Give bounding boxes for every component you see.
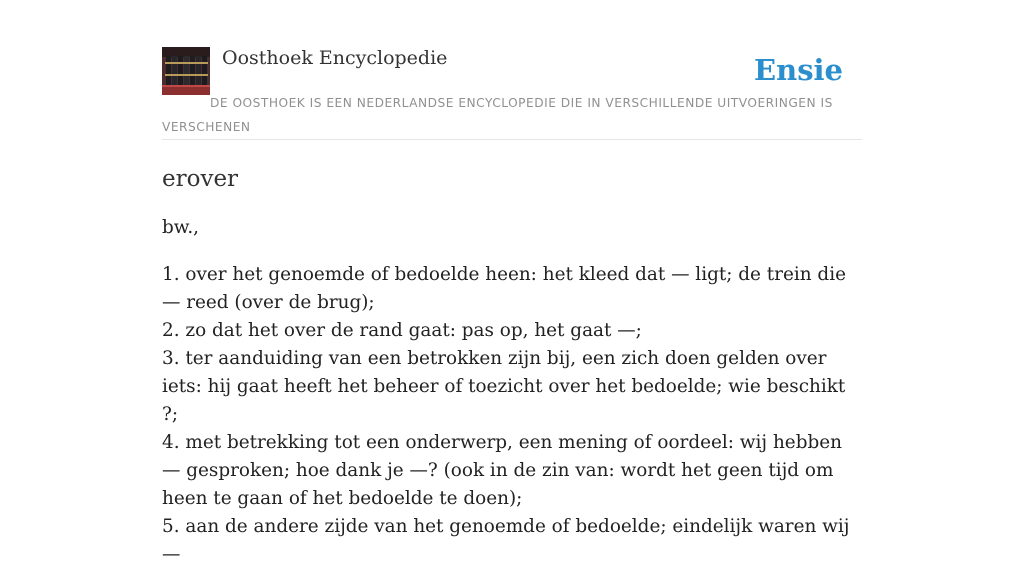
- bookshelf-photo-icon: [162, 47, 210, 95]
- part-of-speech: bw.,: [162, 217, 200, 238]
- site-avatar[interactable]: [162, 47, 210, 95]
- site-name-link[interactable]: Oosthoek Encyclopedie: [222, 47, 448, 69]
- site-tagline: DE OOSTHOEK IS EEN NEDERLANDSE ENCYCLOPEDIE DIE IN VERSCHILLENDE UITVOERINGEN IS VERSCHENEN: [162, 96, 833, 134]
- ensie-brand-link[interactable]: Ensie: [754, 53, 843, 87]
- entry-title: erover: [162, 166, 239, 192]
- page: [162, 0, 862, 569]
- definition-item: 1. over het genoemde of bedoelde heen: het kleed dat — ligt; de trein die — reed (over de brug);: [162, 264, 846, 313]
- definition-item: 3. ter aanduiding van een betrokken zijn bij, een zich doen gelden over iets: hij gaat heeft het beheer of toezicht over het bedoelde; wie beschikt ?;: [162, 348, 846, 425]
- definition-list: [162, 261, 862, 569]
- entry-content: [162, 164, 862, 569]
- definition-item: 4. met betrekking tot een onderwerp, een mening of oordeel: wij hebben — gesproken; hoe dank je —? (ook in de zin van: wordt het geen tijd om heen te gaan of het bedoelde te doen);: [162, 432, 842, 509]
- definition-item: 2. zo dat het over de rand gaat: pas op, het gaat —;: [162, 320, 642, 341]
- site-header: [162, 46, 862, 140]
- definition-item: 5. aan de andere zijde van het genoemde of bedoelde; eindelijk waren wij —: [162, 516, 850, 565]
